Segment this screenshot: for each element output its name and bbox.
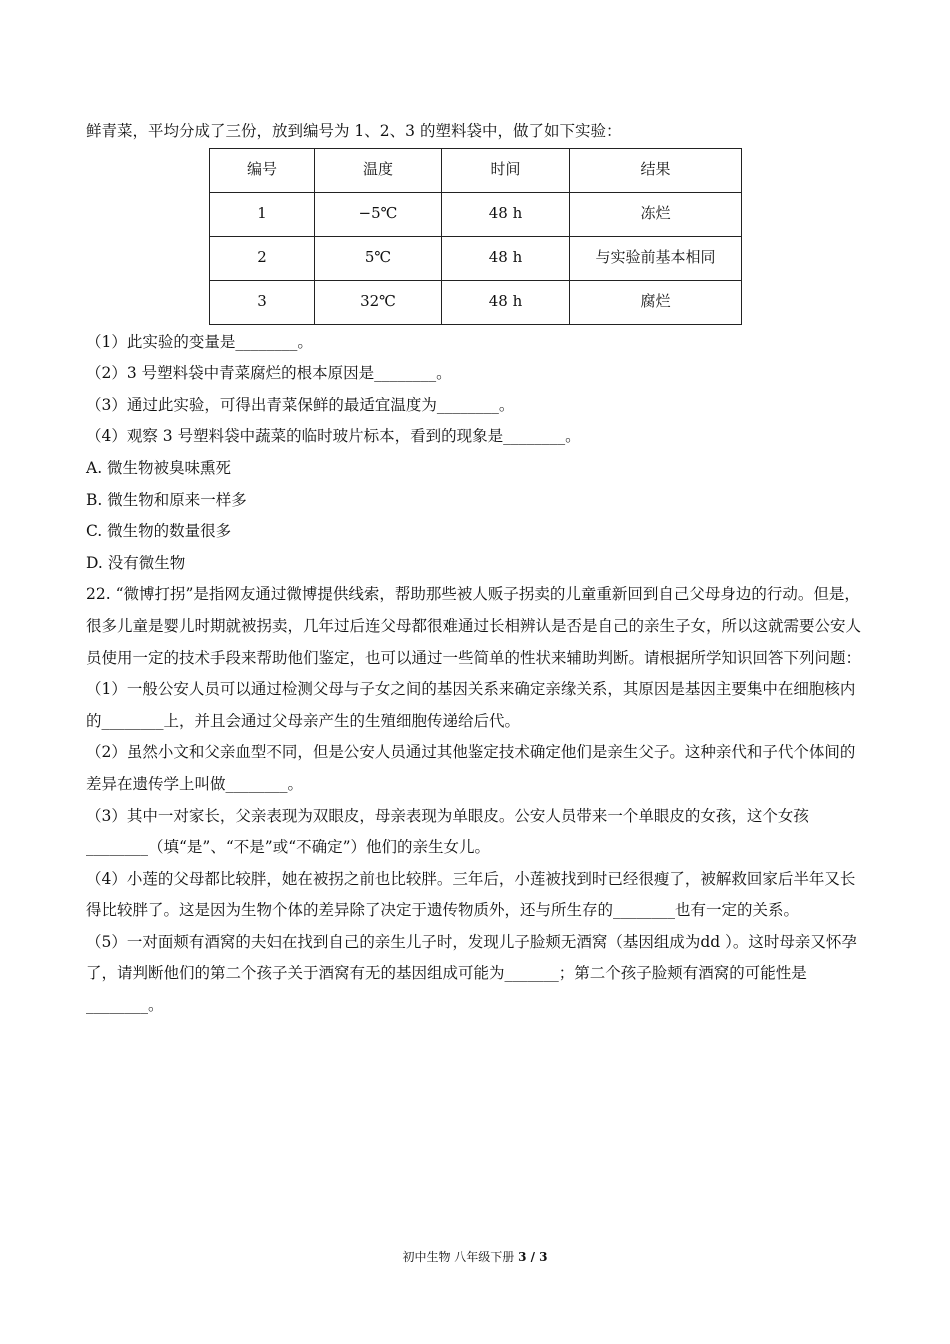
q22-sub1: （1）一般公安人员可以通过检测父母与子女之间的基因关系来确定亲缘关系，其原因是基因主要集中在细胞核内的________上，并且会通过父母亲产生的生殖细胞传递给后代。 bbox=[86, 680, 856, 730]
option-b: B. 微生物和原来一样多 bbox=[86, 490, 247, 509]
q22-sub5: （5）一对面颊有酒窝的夫妇在找到自己的亲生儿子时，发现儿子脸颊无酒窝（基因组成为dd ）。这时母亲又怀孕了，请判断他们的第二个孩子关于酒窝有无的基因组成可能为_______；第二个孩子脸颊有酒窝的可能性是________。 bbox=[86, 932, 857, 1015]
page-footer bbox=[0, 1248, 950, 1265]
table-header-row bbox=[210, 148, 742, 192]
option-d: D. 没有微生物 bbox=[86, 553, 186, 572]
q22-stem: 22. “微博打拐”是指网友通过微博提供线索，帮助那些被人贩子拐卖的儿童重新回到自己父母身边的行动。但是，很多儿童是婴儿时期就被拐卖，几年过后连父母都很难通过长相辨认是否是自己的亲生子女，所以这就需要公安人员使用一定的技术手段来帮助他们鉴定，也可以通过一些简单的性状来辅助判断。请根据所学知识回答下列问题： bbox=[86, 585, 862, 667]
table-cell: 5℃ bbox=[315, 236, 442, 280]
table-cell: 48 h bbox=[442, 236, 570, 280]
table-cell: 腐烂 bbox=[570, 280, 742, 324]
table-cell: −5℃ bbox=[315, 192, 442, 236]
table-row bbox=[210, 192, 742, 236]
header-cell: 编号 bbox=[210, 148, 315, 192]
header-cell: 时间 bbox=[442, 148, 570, 192]
experiment-table bbox=[209, 148, 742, 325]
q22-sub4: （4）小莲的父母都比较胖，她在被拐之前也比较胖。三年后，小莲被找到时已经很瘦了，被解救回家后半年又长得比较胖了。这是因为生物个体的差异除了决定于遗传物质外，还与所生存的________也有一定的关系。 bbox=[86, 869, 856, 920]
q22-sub3: （3）其中一对家长，父亲表现为双眼皮，母亲表现为单眼皮。公安人员带来一个单眼皮的女孩，这个女孩________（填“是”、“不是”或“不确定”）他们的亲生女儿。 bbox=[86, 806, 809, 857]
footer-label: 初中生物 八年级下册 bbox=[402, 1250, 519, 1264]
option-a: A. 微生物被臭味熏死 bbox=[86, 458, 232, 477]
table-cell: 48 h bbox=[442, 280, 570, 324]
q22-sub2: （2）虽然小文和父亲血型不同，但是公安人员通过其他鉴定技术确定他们是亲生父子。这种亲代和子代个体间的差异在遗传学上叫做________。 bbox=[86, 743, 856, 793]
table-cell: 3 bbox=[210, 280, 315, 324]
table-cell: 与实验前基本相同 bbox=[570, 236, 742, 280]
table-row bbox=[210, 280, 742, 324]
table-row bbox=[210, 236, 742, 280]
q21-sub3: （3）通过此实验，可得出青菜保鲜的最适宜温度为________。 bbox=[86, 395, 515, 414]
table-cell: 48 h bbox=[442, 192, 570, 236]
table-cell: 32℃ bbox=[315, 280, 442, 324]
q21-sub2: （2）3 号塑料袋中青菜腐烂的根本原因是________。 bbox=[86, 364, 452, 383]
table-cell: 1 bbox=[210, 192, 315, 236]
page-content bbox=[86, 116, 868, 1022]
q21-sub4: （4）观察 3 号塑料袋中蔬菜的临时玻片标本，看到的现象是________。 bbox=[86, 427, 581, 446]
q21-sub1: （1）此实验的变量是________。 bbox=[86, 332, 313, 351]
header-cell: 结果 bbox=[570, 148, 742, 192]
option-c: C. 微生物的数量很多 bbox=[86, 522, 232, 541]
table-cell: 冻烂 bbox=[570, 192, 742, 236]
intro-text: 鲜青菜，平均分成了三份，放到编号为 1、2、3 的塑料袋中，做了如下实验： bbox=[86, 122, 622, 140]
table-cell: 2 bbox=[210, 236, 315, 280]
header-cell: 温度 bbox=[315, 148, 442, 192]
page-number: 3 / 3 bbox=[518, 1250, 548, 1264]
q21-options bbox=[86, 453, 868, 579]
